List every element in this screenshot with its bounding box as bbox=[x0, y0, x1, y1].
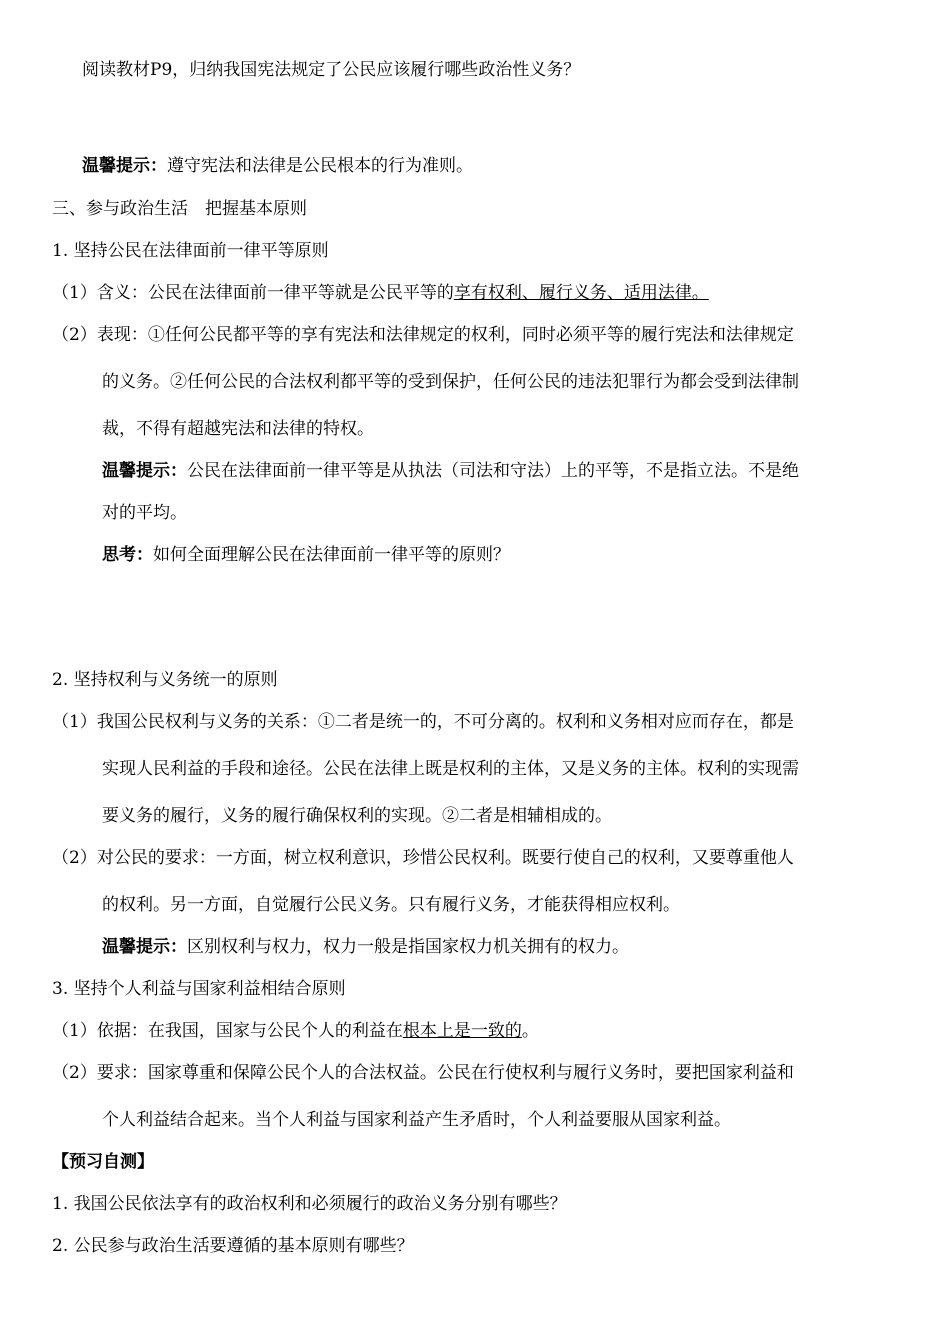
principle-2-relation-cont: 实现人民利益的手段和途径。公民在法律上既是权利的主体，又是义务的主体。权利的实现需 bbox=[102, 759, 799, 779]
principle-1-meaning bbox=[52, 281, 709, 305]
self-test-question-1: 1. 我国公民依法享有的政治权利和必须履行的政治义务分别有哪些？ bbox=[52, 1194, 567, 1214]
tip-text: 公民在法律面前一律平等是从执法（司法和守法）上的平等，不是指立法。不是绝 bbox=[187, 461, 799, 481]
tip-line bbox=[102, 935, 629, 959]
section-heading: 三、参与政治生活 把握基本原则 bbox=[52, 199, 307, 219]
principle-3-requirement: （2）要求：国家尊重和保障公民个人的合法权益。公民在行使权利与履行义务时，要把国家利益和 bbox=[52, 1063, 794, 1083]
principle-2-requirement-cont: 的权利。另一方面，自觉履行公民义务。只有履行义务，才能获得相应权利。 bbox=[102, 895, 680, 915]
principle-3-requirement-cont: 个人利益结合起来。当个人利益与国家利益产生矛盾时，个人利益要服从国家利益。 bbox=[102, 1110, 731, 1130]
principle-2-relation-cont: 要义务的履行，义务的履行确保权利的实现。②二者是相辅相成的。 bbox=[102, 806, 612, 826]
basis-end: 。 bbox=[521, 1021, 539, 1041]
meaning-underlined: 享有权利、履行义务、适用法律。 bbox=[453, 283, 709, 303]
tip-line bbox=[102, 459, 799, 483]
tip-line-cont: 对的平均。 bbox=[102, 503, 187, 523]
think-text: 如何全面理解公民在法律面前一律平等的原则？ bbox=[153, 545, 510, 565]
principle-1-manifestation-cont: 裁，不得有超越宪法和法律的特权。 bbox=[102, 419, 374, 439]
tip-text: 遵守宪法和法律是公民根本的行为准则。 bbox=[167, 156, 473, 176]
tip-label: 温馨提示： bbox=[102, 461, 187, 481]
tip-label: 温馨提示： bbox=[102, 937, 187, 957]
principle-2-requirement: （2）对公民的要求：一方面，树立权利意识，珍惜公民权利。既要行使自己的权利，又要尊重他人 bbox=[52, 848, 794, 868]
self-test-heading: 【预习自测】 bbox=[52, 1152, 154, 1172]
principle-2-relation: （1）我国公民权利与义务的关系：①二者是统一的，不可分离的。权利和义务相对应而存在，都是 bbox=[52, 712, 794, 732]
self-test-question-2: 2. 公民参与政治生活要遵循的基本原则有哪些？ bbox=[52, 1236, 414, 1256]
tip-label: 温馨提示： bbox=[82, 156, 167, 176]
principle-1-heading: 1. 坚持公民在法律面前一律平等原则 bbox=[52, 241, 329, 261]
principle-3-heading: 3. 坚持个人利益与国家利益相结合原则 bbox=[52, 979, 346, 999]
principle-3-basis bbox=[52, 1019, 539, 1043]
reading-prompt: 阅读教材P9，归纳我国宪法规定了公民应该履行哪些政治性义务？ bbox=[82, 60, 581, 80]
principle-1-manifestation: （2）表现：①任何公民都平等的享有宪法和法律规定的权利，同时必须平等的履行宪法和法律规定 bbox=[52, 325, 794, 345]
meaning-text: （1）含义：公民在法律面前一律平等就是公民平等的 bbox=[52, 283, 454, 303]
basis-underlined: 根本上是一致的 bbox=[402, 1021, 522, 1041]
think-label: 思考： bbox=[102, 545, 153, 565]
principle-2-heading: 2. 坚持权利与义务统一的原则 bbox=[52, 670, 278, 690]
tip-line bbox=[82, 154, 473, 178]
tip-text: 区别权利与权力，权力一般是指国家权力机关拥有的权力。 bbox=[187, 937, 629, 957]
basis-text: （1）依据：在我国，国家与公民个人的利益在 bbox=[52, 1021, 403, 1041]
principle-1-manifestation-cont: 的义务。②任何公民的合法权利都平等的受到保护，任何公民的违法犯罪行为都会受到法律制 bbox=[102, 372, 799, 392]
think-line bbox=[102, 543, 510, 567]
